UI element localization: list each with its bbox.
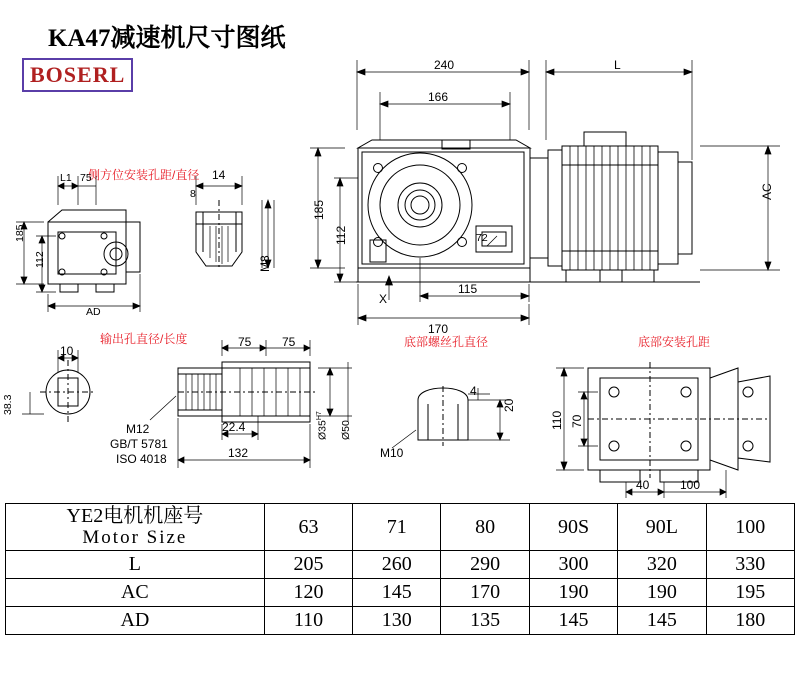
dim-14: 14 bbox=[212, 168, 226, 182]
dim-185-main: 185 bbox=[312, 199, 326, 220]
dim-gbt5781: GB/T 5781 bbox=[110, 437, 168, 451]
dim-L: L bbox=[614, 58, 621, 72]
table-col-3: 90S bbox=[529, 504, 617, 551]
table-col-0: 63 bbox=[264, 504, 352, 551]
dim-10: 10 bbox=[60, 344, 74, 358]
spec-table bbox=[5, 503, 795, 635]
dim-166: 166 bbox=[428, 90, 449, 104]
dim-40: 40 bbox=[636, 478, 650, 492]
dim-20: 20 bbox=[502, 398, 516, 412]
cell-AC-80: 170 bbox=[441, 579, 529, 607]
dim-75b: 75 bbox=[282, 335, 296, 349]
cell-L-100: 330 bbox=[706, 551, 794, 579]
dim-112-left: 112 bbox=[34, 251, 46, 268]
cell-AD-90S: 145 bbox=[529, 607, 617, 635]
dim-72: 72 bbox=[476, 232, 488, 244]
table-row bbox=[6, 607, 795, 635]
cell-AC-63: 120 bbox=[264, 579, 352, 607]
annotation-bottom-screw: 底部螺丝孔直径 bbox=[404, 335, 489, 349]
logo-text: BOSERL bbox=[30, 62, 126, 87]
cell-L-71: 260 bbox=[353, 551, 441, 579]
dim-115: 115 bbox=[458, 282, 478, 296]
dim-112-main: 112 bbox=[334, 225, 348, 245]
row-label-L: L bbox=[6, 551, 265, 579]
cell-AD-100: 180 bbox=[706, 607, 794, 635]
table-col-1: 71 bbox=[353, 504, 441, 551]
cell-AC-90L: 190 bbox=[618, 579, 706, 607]
dim-240: 240 bbox=[434, 58, 455, 72]
dim-AD-left: AD bbox=[86, 306, 101, 318]
dim-110: 110 bbox=[550, 410, 564, 430]
dim-M8: M8 bbox=[258, 255, 272, 272]
dim-8: 8 bbox=[190, 188, 196, 200]
cell-AC-71: 145 bbox=[353, 579, 441, 607]
table-row-header bbox=[6, 504, 795, 551]
cell-L-63: 205 bbox=[264, 551, 352, 579]
row-label-AC: AC bbox=[6, 579, 265, 607]
dim-170: 170 bbox=[428, 322, 449, 336]
dim-AC: AC bbox=[760, 183, 774, 200]
dim-4: 4 bbox=[470, 384, 477, 398]
dim-70: 70 bbox=[570, 414, 584, 428]
annotation-side-mount: 侧方位安装孔距/直径 bbox=[88, 168, 200, 182]
table-col-4: 90L bbox=[618, 504, 706, 551]
table-header-motor-size: YE2电机机座号 Motor Size bbox=[6, 504, 265, 551]
cell-AC-90S: 190 bbox=[529, 579, 617, 607]
cell-AD-80: 135 bbox=[441, 607, 529, 635]
dim-100: 100 bbox=[680, 478, 701, 492]
dim-L1: L1 bbox=[60, 172, 72, 184]
table-col-2: 80 bbox=[441, 504, 529, 551]
cell-L-80: 290 bbox=[441, 551, 529, 579]
page-title: KA47减速机尺寸图纸 bbox=[48, 25, 286, 52]
table-row bbox=[6, 551, 795, 579]
dim-M10: M10 bbox=[380, 446, 404, 460]
dim-iso4018: ISO 4018 bbox=[116, 452, 167, 466]
cell-AD-90L: 145 bbox=[618, 607, 706, 635]
dim-M12: M12 bbox=[126, 422, 150, 436]
dim-d35: $Ø35^{H7}$ bbox=[316, 411, 329, 440]
dim-X: X bbox=[379, 292, 388, 306]
dim-d50: Ø50 bbox=[340, 420, 352, 440]
dim-75a: 75 bbox=[238, 335, 252, 349]
table-col-5: 100 bbox=[706, 504, 794, 551]
dim-38-3: 38.3 bbox=[2, 394, 14, 415]
dim-22-4: 22.4 bbox=[222, 420, 246, 434]
dim-75-left: 75 bbox=[80, 172, 92, 184]
table-row bbox=[6, 579, 795, 607]
annotation-bottom-mount: 底部安装孔距 bbox=[638, 335, 711, 349]
annotation-output-bore: 输出孔直径/长度 bbox=[100, 332, 188, 346]
row-label-AD: AD bbox=[6, 607, 265, 635]
dim-132: 132 bbox=[228, 446, 249, 460]
cell-AC-100: 195 bbox=[706, 579, 794, 607]
dim-185-left: 185 bbox=[14, 224, 26, 242]
cell-L-90L: 320 bbox=[618, 551, 706, 579]
cell-AD-63: 110 bbox=[264, 607, 352, 635]
cell-AD-71: 130 bbox=[353, 607, 441, 635]
cell-L-90S: 300 bbox=[529, 551, 617, 579]
